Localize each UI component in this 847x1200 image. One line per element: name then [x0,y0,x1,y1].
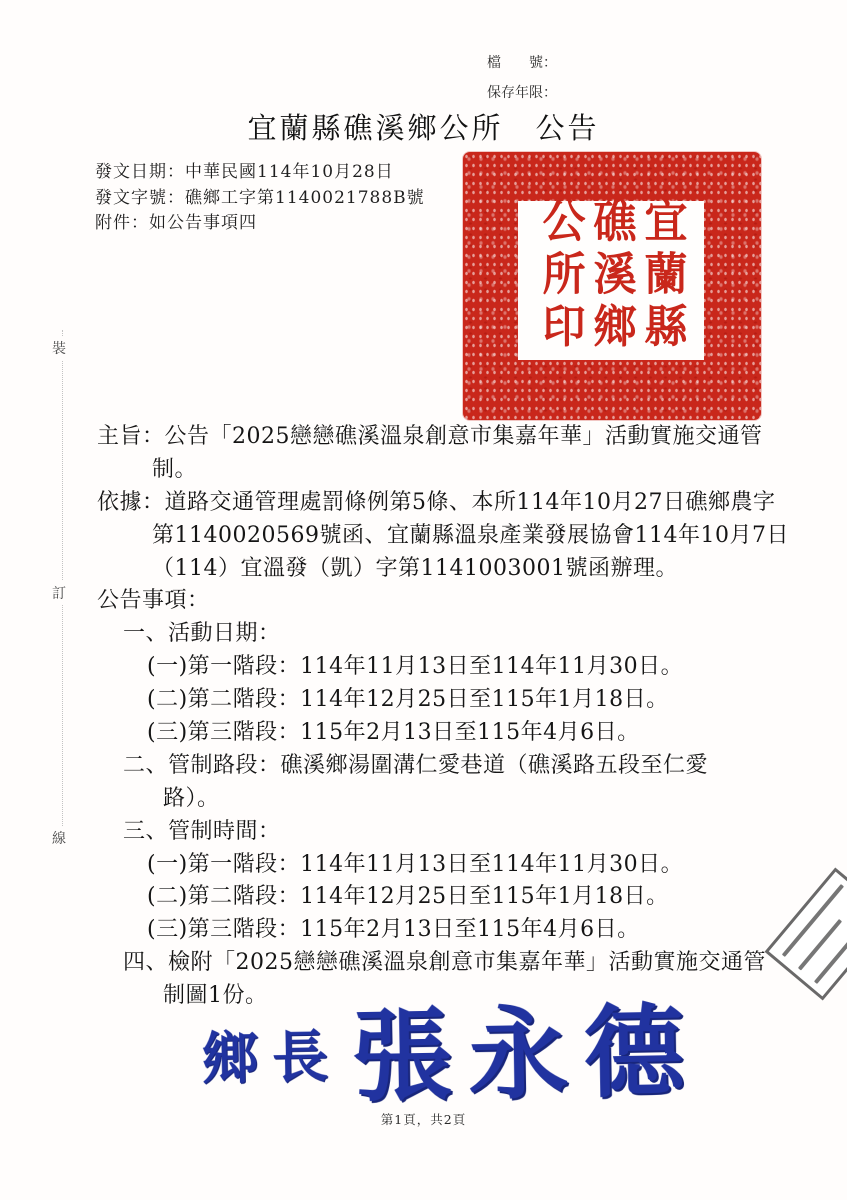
mayor-title: 鄉長 [201,1023,343,1093]
binding-mark-xian: 線 [52,826,66,850]
item-2-heading: 二、管制路段：礁溪鄉湯圍溝仁愛巷道（礁溪路五段至仁愛 [123,752,709,778]
item-1-sub-2: (二)第二階段：114年12月25日至115年1月18日。 [147,687,669,713]
item-3-sub-1: (一)第一階段：114年11月13日至114年11月30日。 [147,851,684,877]
item-2-cont: 路）。 [163,785,220,811]
basis-line-cont2: （114）宜溫發（凱）字第1141003001號函辦理。 [152,555,678,581]
file-number-block [487,48,557,108]
item-3-sub-2: (二)第二階段：114年12月25日至115年1月18日。 [147,884,669,910]
official-seal-inner [518,197,704,360]
binding-mark-ding: 訂 [52,581,66,605]
page-number: 第1頁，共2頁 [380,1112,467,1127]
item-3-heading: 三、管制時間： [123,818,281,844]
official-seal [463,152,761,420]
basis-line: 依據：道路交通管理處罰條例第5條、本所114年10月27日礁鄉農字 [97,489,776,515]
item-1-sub-3: (三)第三階段：115年2月13日至115年4月6日。 [147,720,640,746]
subject-line-cont: 制。 [152,456,198,482]
mayor-signature [201,991,701,1116]
issue-date: 發文日期：中華民國114年10月28日 [95,162,394,182]
mayor-name: 張永德 [350,991,701,1116]
attachment-note: 附件：如公告事項四 [95,213,257,233]
subject-line: 主旨：公告「2025戀戀礁溪溫泉創意市集嘉年華」活動實施交通管 [97,424,763,449]
official-seal-text: 宜蘭縣礁溪鄉公所印 [535,197,688,355]
issue-number: 發文字號：礁鄉工字第1140021788B號 [95,187,425,208]
page-title: 宜蘭縣礁溪鄉公所 公告 [247,111,600,145]
document-meta [95,160,425,237]
binding-mark-zhuang: 裝 [52,336,66,360]
item-3-sub-3: (三)第三階段：115年2月13日至115年4月6日。 [147,917,640,943]
announcement-body [0,421,847,1013]
item-1-heading: 一、活動日期： [123,621,281,647]
basis-line-cont: 第1140020569號函、宜蘭縣溫泉產業發展協會114年10月7日 [152,522,789,548]
retention-period-label: 保存年限： [487,85,557,101]
item-4-heading: 四、檢附「2025戀戀礁溪溫泉創意市集嘉年華」活動實施交通管 [123,950,766,976]
item-4-cont: 制圖1份。 [163,983,268,1009]
item-1-sub-1: (一)第一階段：114年11月13日至114年11月30日。 [147,654,684,680]
items-heading: 公告事項： [97,588,210,614]
file-number-label: 檔 號： [487,55,557,71]
